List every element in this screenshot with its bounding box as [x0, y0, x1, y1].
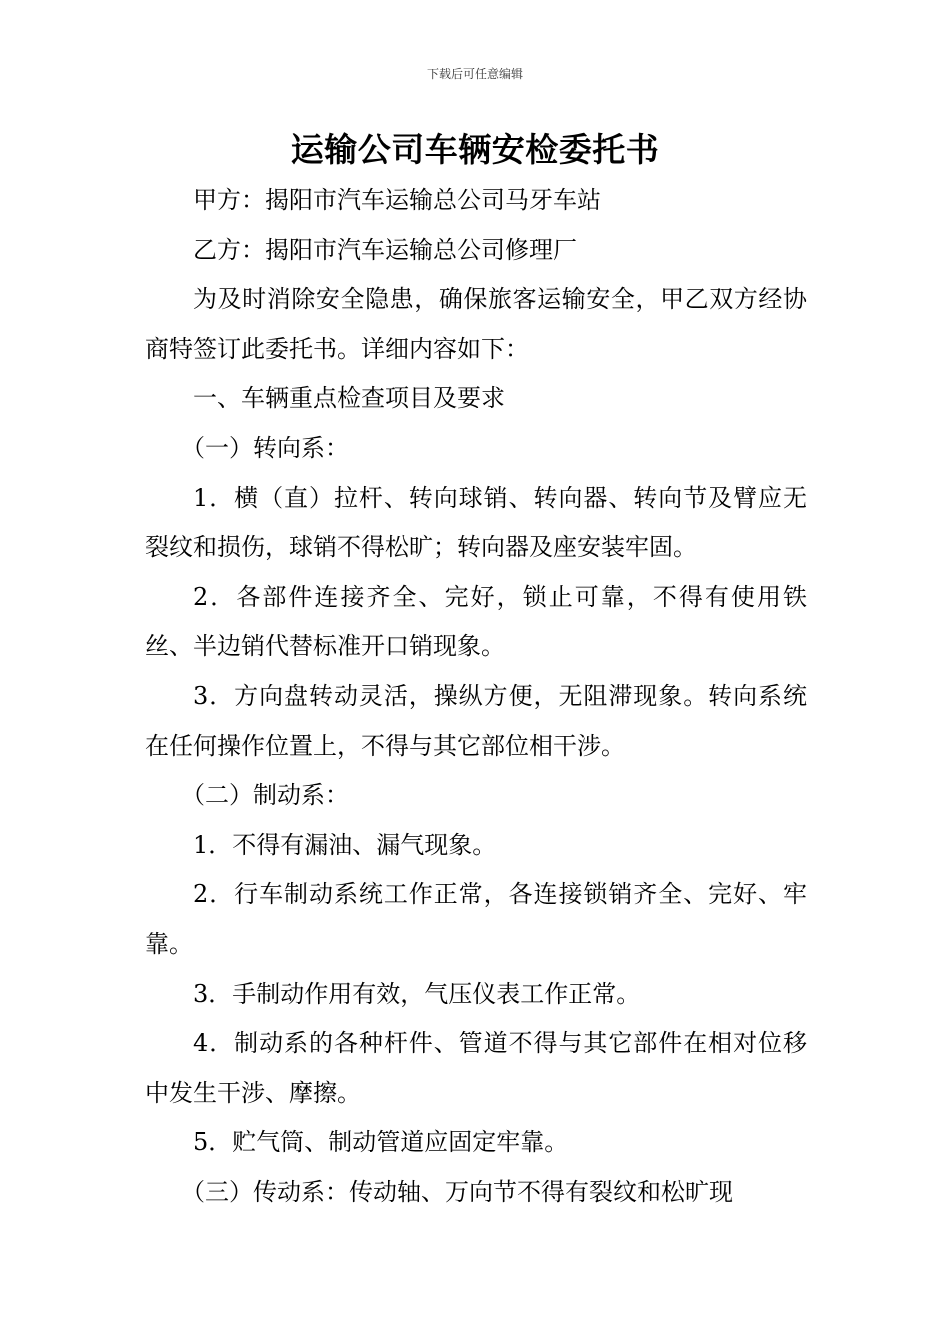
party-b-line: 乙方：揭阳市汽车运输总公司修理厂	[193, 235, 577, 264]
steering-item-3: 3．方向盘转动灵活，操纵方便，无阻滞现象。转向系统在任何操作位置上，不得与其它部位相干涉。	[145, 681, 807, 760]
header-note: 下载后可任意编辑	[426, 67, 523, 81]
subsection-transmission: （三）传动系：传动轴、万向节不得有裂纹和松旷现	[181, 1177, 733, 1206]
party-a-line: 甲方：揭阳市汽车运输总公司马牙车站	[193, 186, 601, 214]
brake-item-3: 3．手制动作用有效，气压仪表工作正常。	[193, 979, 641, 1008]
document-title: 运输公司车辆安检委托书	[290, 130, 660, 169]
intro-paragraph: 为及时消除安全隐患，确保旅客运输安全，甲乙双方经协商特签订此委托书。详细内容如下：	[145, 285, 807, 363]
document-body	[145, 176, 807, 1217]
brake-item-2: 2．行车制动系统工作正常，各连接锁销齐全、完好、牢靠。	[145, 880, 807, 958]
subsection-heading-steering: （一）转向系：	[181, 433, 349, 462]
subsection-heading-brakes: （二）制动系：	[181, 781, 349, 810]
steering-item-2: 2．各部件连接齐全、完好，锁止可靠，不得有使用铁丝、半边销代替标准开口销现象。	[145, 582, 807, 661]
section-heading: 一、车辆重点检查项目及要求	[193, 384, 505, 413]
brake-item-5: 5．贮气筒、制动管道应固定牢靠。	[193, 1128, 569, 1157]
steering-item-1: 1．横（直）拉杆、转向球销、转向器、转向节及臂应无裂纹和损伤，球销不得松旷；转向器及座安装牢固。	[145, 483, 807, 562]
brake-item-1: 1．不得有漏油、漏气现象。	[193, 830, 497, 859]
brake-item-4: 4．制动系的各种杆件、管道不得与其它部件在相对位移中发生干涉、摩擦。	[145, 1029, 807, 1107]
